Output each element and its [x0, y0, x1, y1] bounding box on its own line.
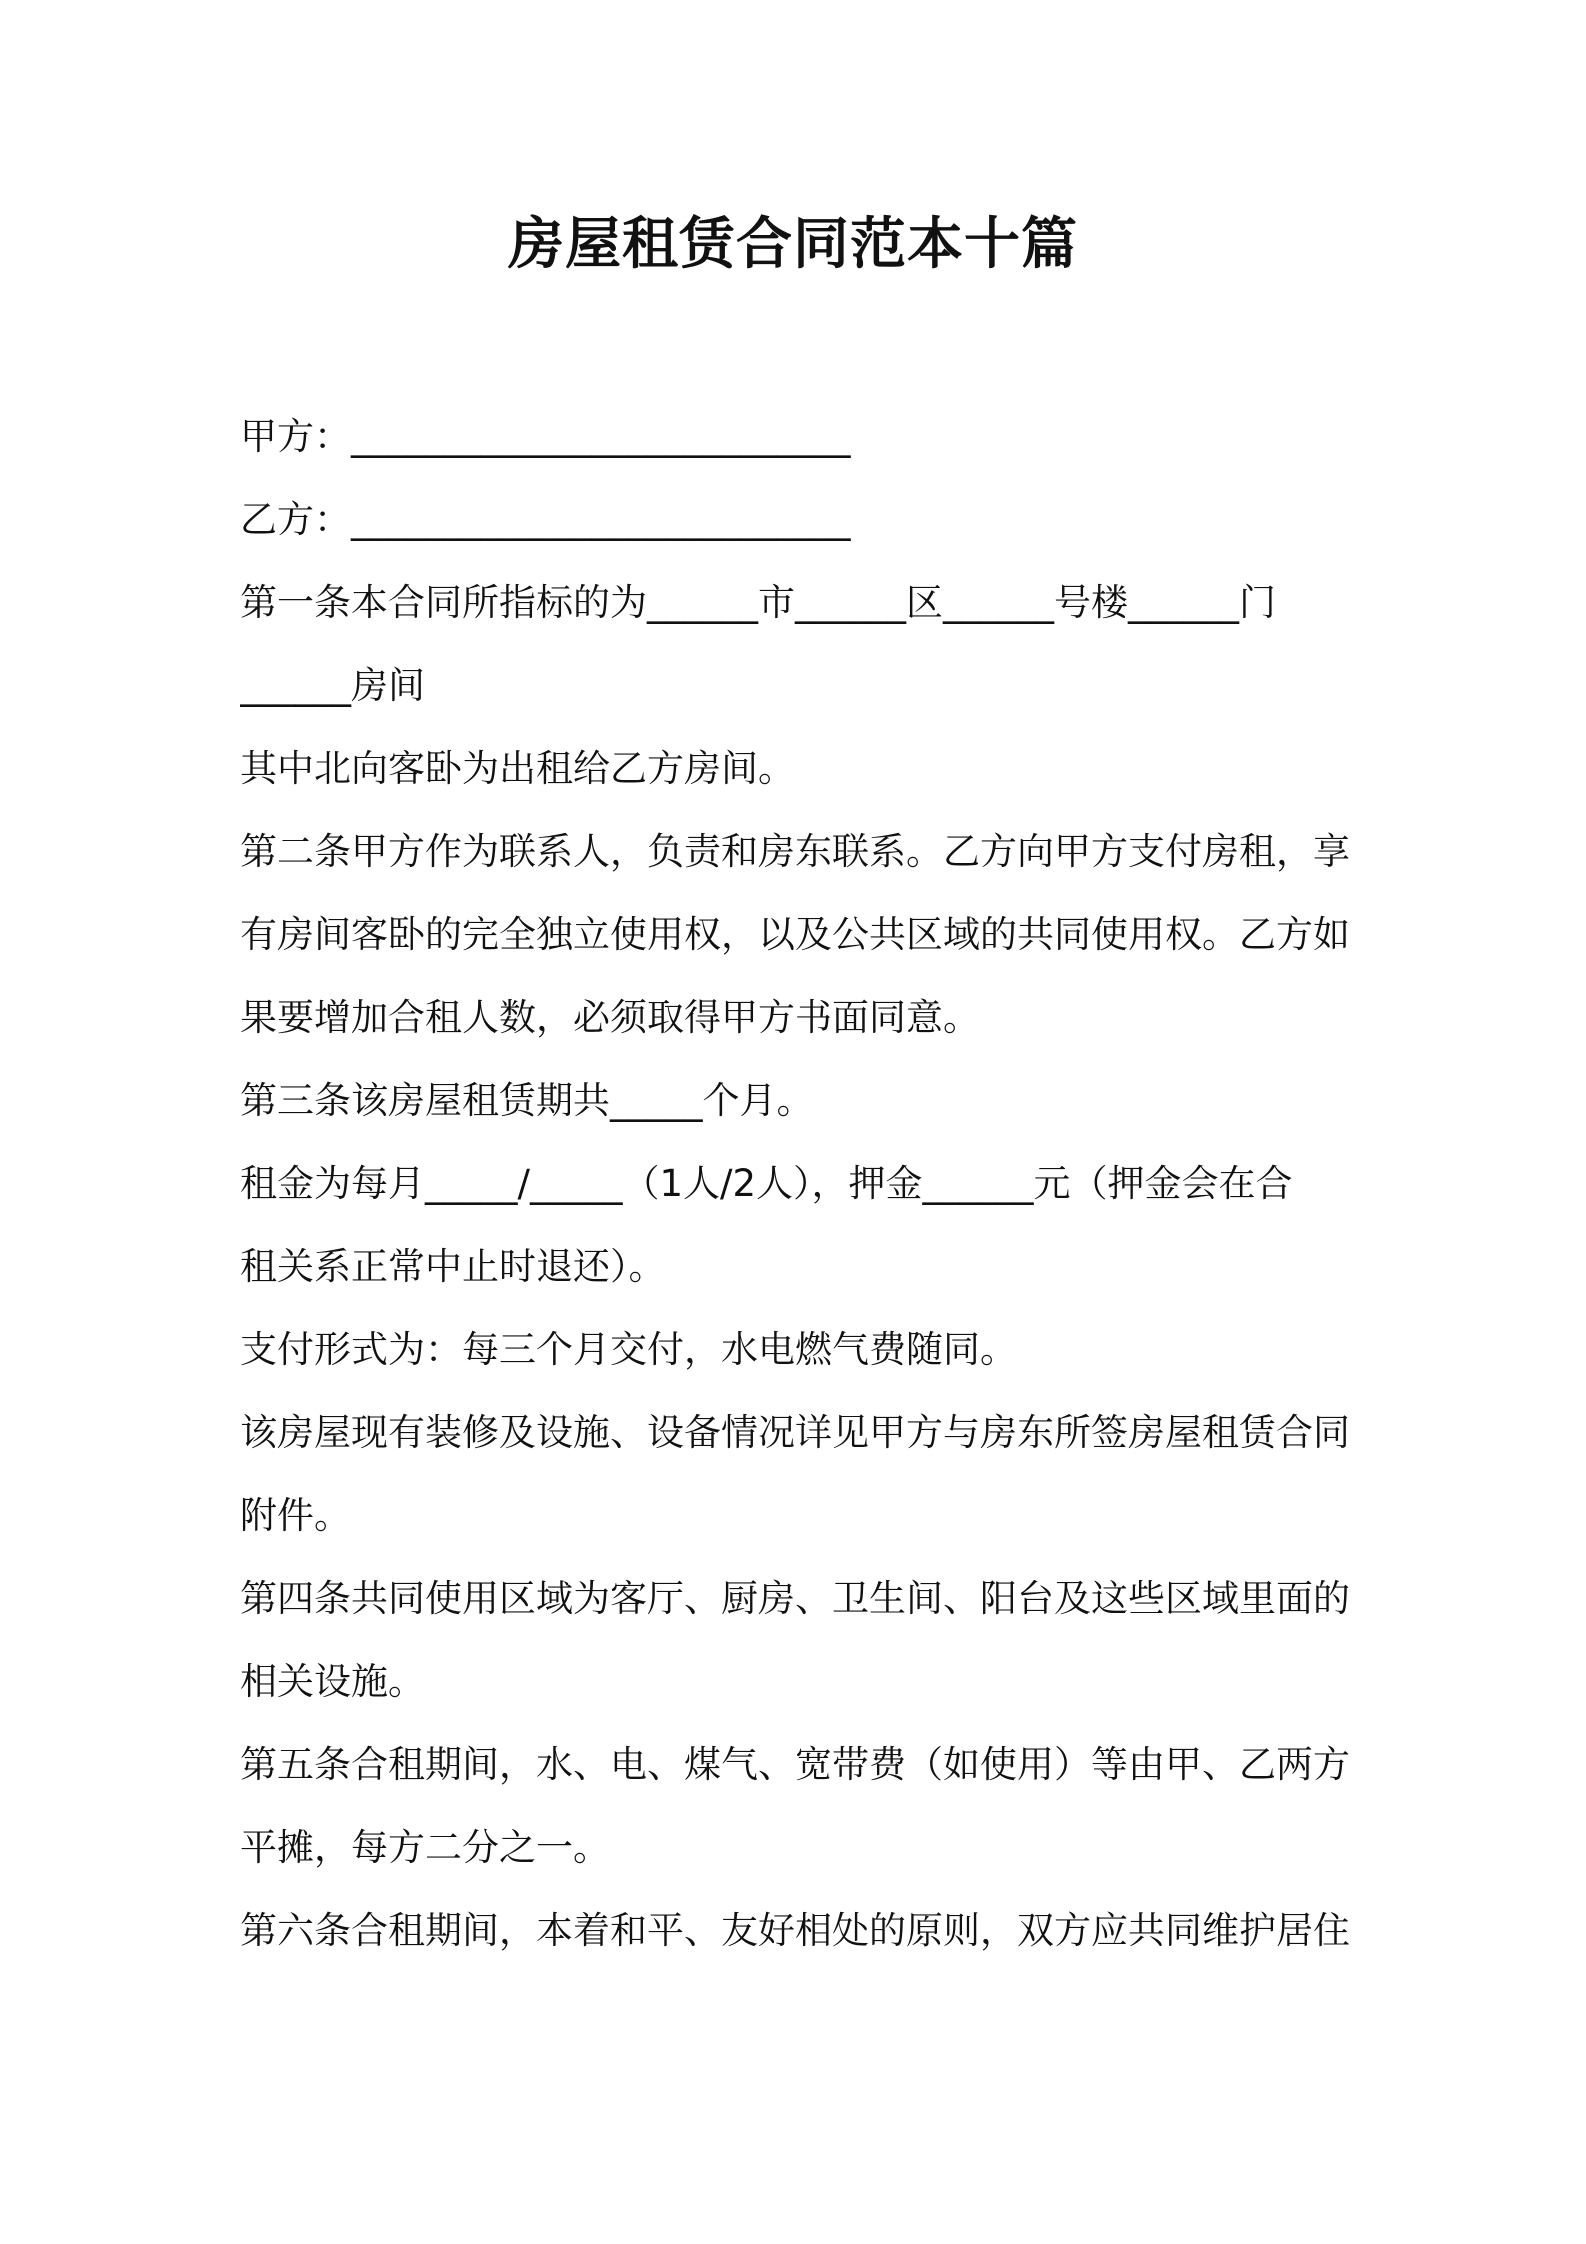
- rent-line: 租金为每月_____/_____（1人/2人），押金______元（押金会在合: [240, 1162, 1293, 1205]
- article-4-line-cont: 相关设施。: [240, 1660, 425, 1703]
- article-3-line: 第三条该房屋租赁期共_____个月。: [240, 1079, 814, 1122]
- payment-line: 支付形式为：每三个月交付，水电燃气费随同。: [240, 1328, 1017, 1371]
- article-2-line-cont: 有房间客卧的完全独立使用权，以及公共区域的共同使用权。乙方如: [240, 913, 1350, 956]
- article-2-line-cont: 果要增加合租人数，必须取得甲方书面同意。: [240, 996, 980, 1039]
- article-4-line: 第四条共同使用区域为客厅、厨房、卫生间、阳台及这些区域里面的: [240, 1577, 1350, 1620]
- article-6-line: 第六条合租期间，本着和平、友好相处的原则，双方应共同维护居住: [240, 1909, 1350, 1952]
- room-note-line: 其中北向客卧为出租给乙方房间。: [240, 747, 795, 790]
- document-body: [240, 395, 1360, 1972]
- furnishing-line-cont: 附件。: [240, 1494, 351, 1537]
- furnishing-line: 该房屋现有装修及设施、设备情况详见甲方与房东所签房屋租赁合同: [240, 1411, 1350, 1454]
- document-title: 房屋租赁合同范本十篇: [508, 212, 1078, 277]
- article-2-line: 第二条甲方作为联系人，负责和房东联系。乙方向甲方支付房租，享: [240, 830, 1350, 873]
- party-a-line: 甲方：___________________________: [240, 415, 851, 458]
- party-b-line: 乙方：___________________________: [240, 498, 851, 541]
- rent-line-cont: 租关系正常中止时退还）。: [240, 1245, 666, 1288]
- article-1-line-cont: ______房间: [240, 664, 425, 707]
- article-1-line: 第一条本合同所指标的为______市______区______号楼______门: [240, 581, 1276, 624]
- article-5-line-cont: 平摊，每方二分之一。: [240, 1826, 610, 1869]
- article-5-line: 第五条合租期间，水、电、煤气、宽带费（如使用）等由甲、乙两方: [240, 1743, 1350, 1786]
